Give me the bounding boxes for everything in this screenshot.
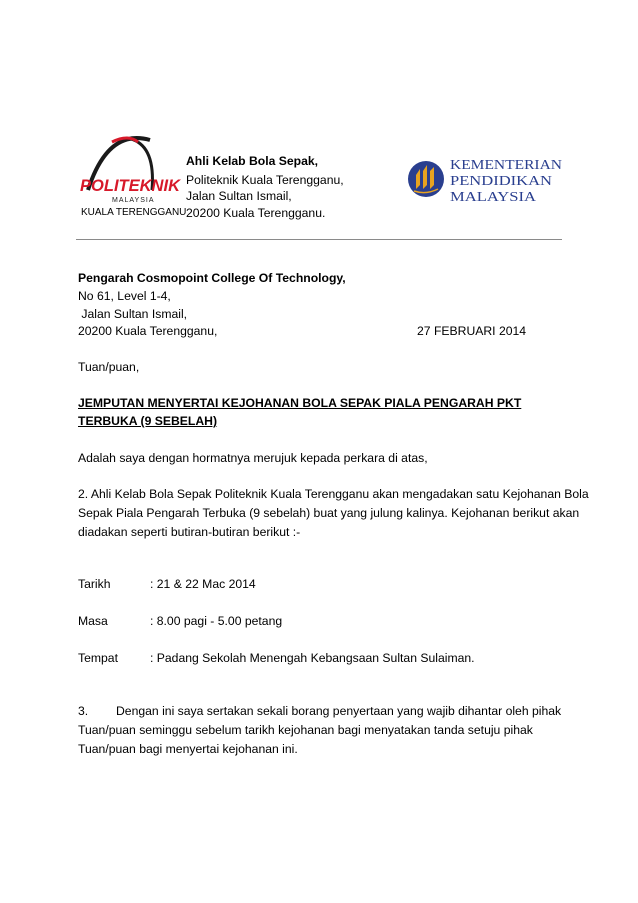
logo-caption: KUALA TERENGGANU — [81, 207, 187, 218]
politeknik-wordmark: POLITEKNIK — [80, 177, 182, 195]
detail-label-venue: Tempat — [78, 651, 118, 665]
recipient-line-2: No 61, Level 1-4, — [78, 289, 171, 303]
kpm-text-line-1: KEMENTERIAN — [450, 157, 563, 172]
header-divider — [76, 239, 562, 240]
kpm-logo — [406, 155, 566, 203]
sender-line-2: Politeknik Kuala Terengganu, — [186, 173, 344, 187]
detail-value-venue: : Padang Sekolah Menengah Kebangsaan Sultan Sulaiman. — [150, 651, 475, 665]
recipient-line-4: 20200 Kuala Terengganu, — [78, 324, 218, 338]
intro-paragraph: Adalah saya dengan hormatnya merujuk kepada perkara di atas, — [78, 451, 428, 465]
kpm-text-line-3: MALAYSIA — [450, 189, 537, 203]
sender-line-1: Ahli Kelab Bola Sepak, — [186, 154, 319, 168]
salutation: Tuan/puan, — [78, 360, 140, 374]
para2-line-2: Sepak Piala Pengarah Terbuka (9 sebelah) buat yang julung kalinya. Kejohanan berikut akan — [78, 506, 580, 520]
letter-date: 27 FEBRUARI 2014 — [417, 324, 527, 338]
subject-line-1: JEMPUTAN MENYERTAI KEJOHANAN BOLA SEPAK PIALA PENGARAH PKT — [78, 396, 522, 410]
detail-label-date: Tarikh — [78, 577, 111, 591]
recipient-line-3: Jalan Sultan Ismail, — [78, 307, 188, 321]
para2-line-1: 2. Ahli Kelab Bola Sepak Politeknik Kuala Terengganu akan mengadakan satu Kejohanan Bola — [78, 487, 589, 501]
detail-label-time: Masa — [78, 614, 108, 628]
kpm-text-line-2: PENDIDIKAN — [450, 173, 553, 188]
detail-value-date: : 21 & 22 Mac 2014 — [150, 577, 256, 591]
para3-number: 3. — [78, 704, 89, 718]
subject-line-2: TERBUKA (9 SEBELAH) — [78, 414, 218, 428]
para3-line-2: Tuan/puan seminggu sebelum tarikh kejohanan bagi menyatakan tanda setuju pihak — [78, 723, 533, 737]
para3-line-1: Dengan ini saya sertakan sekali borang penyertaan yang wajib dihantar oleh pihak — [116, 704, 562, 718]
para3-line-3: Tuan/puan bagi menyertai kejohanan ini. — [78, 742, 298, 756]
recipient-name: Pengarah Cosmopoint College Of Technology, — [78, 271, 346, 285]
sender-line-3: Jalan Sultan Ismail, — [186, 189, 292, 203]
para2-line-3: diadakan seperti butiran-butiran berikut :- — [78, 525, 301, 539]
politeknik-subword: MALAYSIA — [112, 197, 155, 204]
sender-line-4: 20200 Kuala Terengganu. — [186, 206, 326, 220]
detail-value-time: : 8.00 pagi - 5.00 petang — [150, 614, 283, 628]
